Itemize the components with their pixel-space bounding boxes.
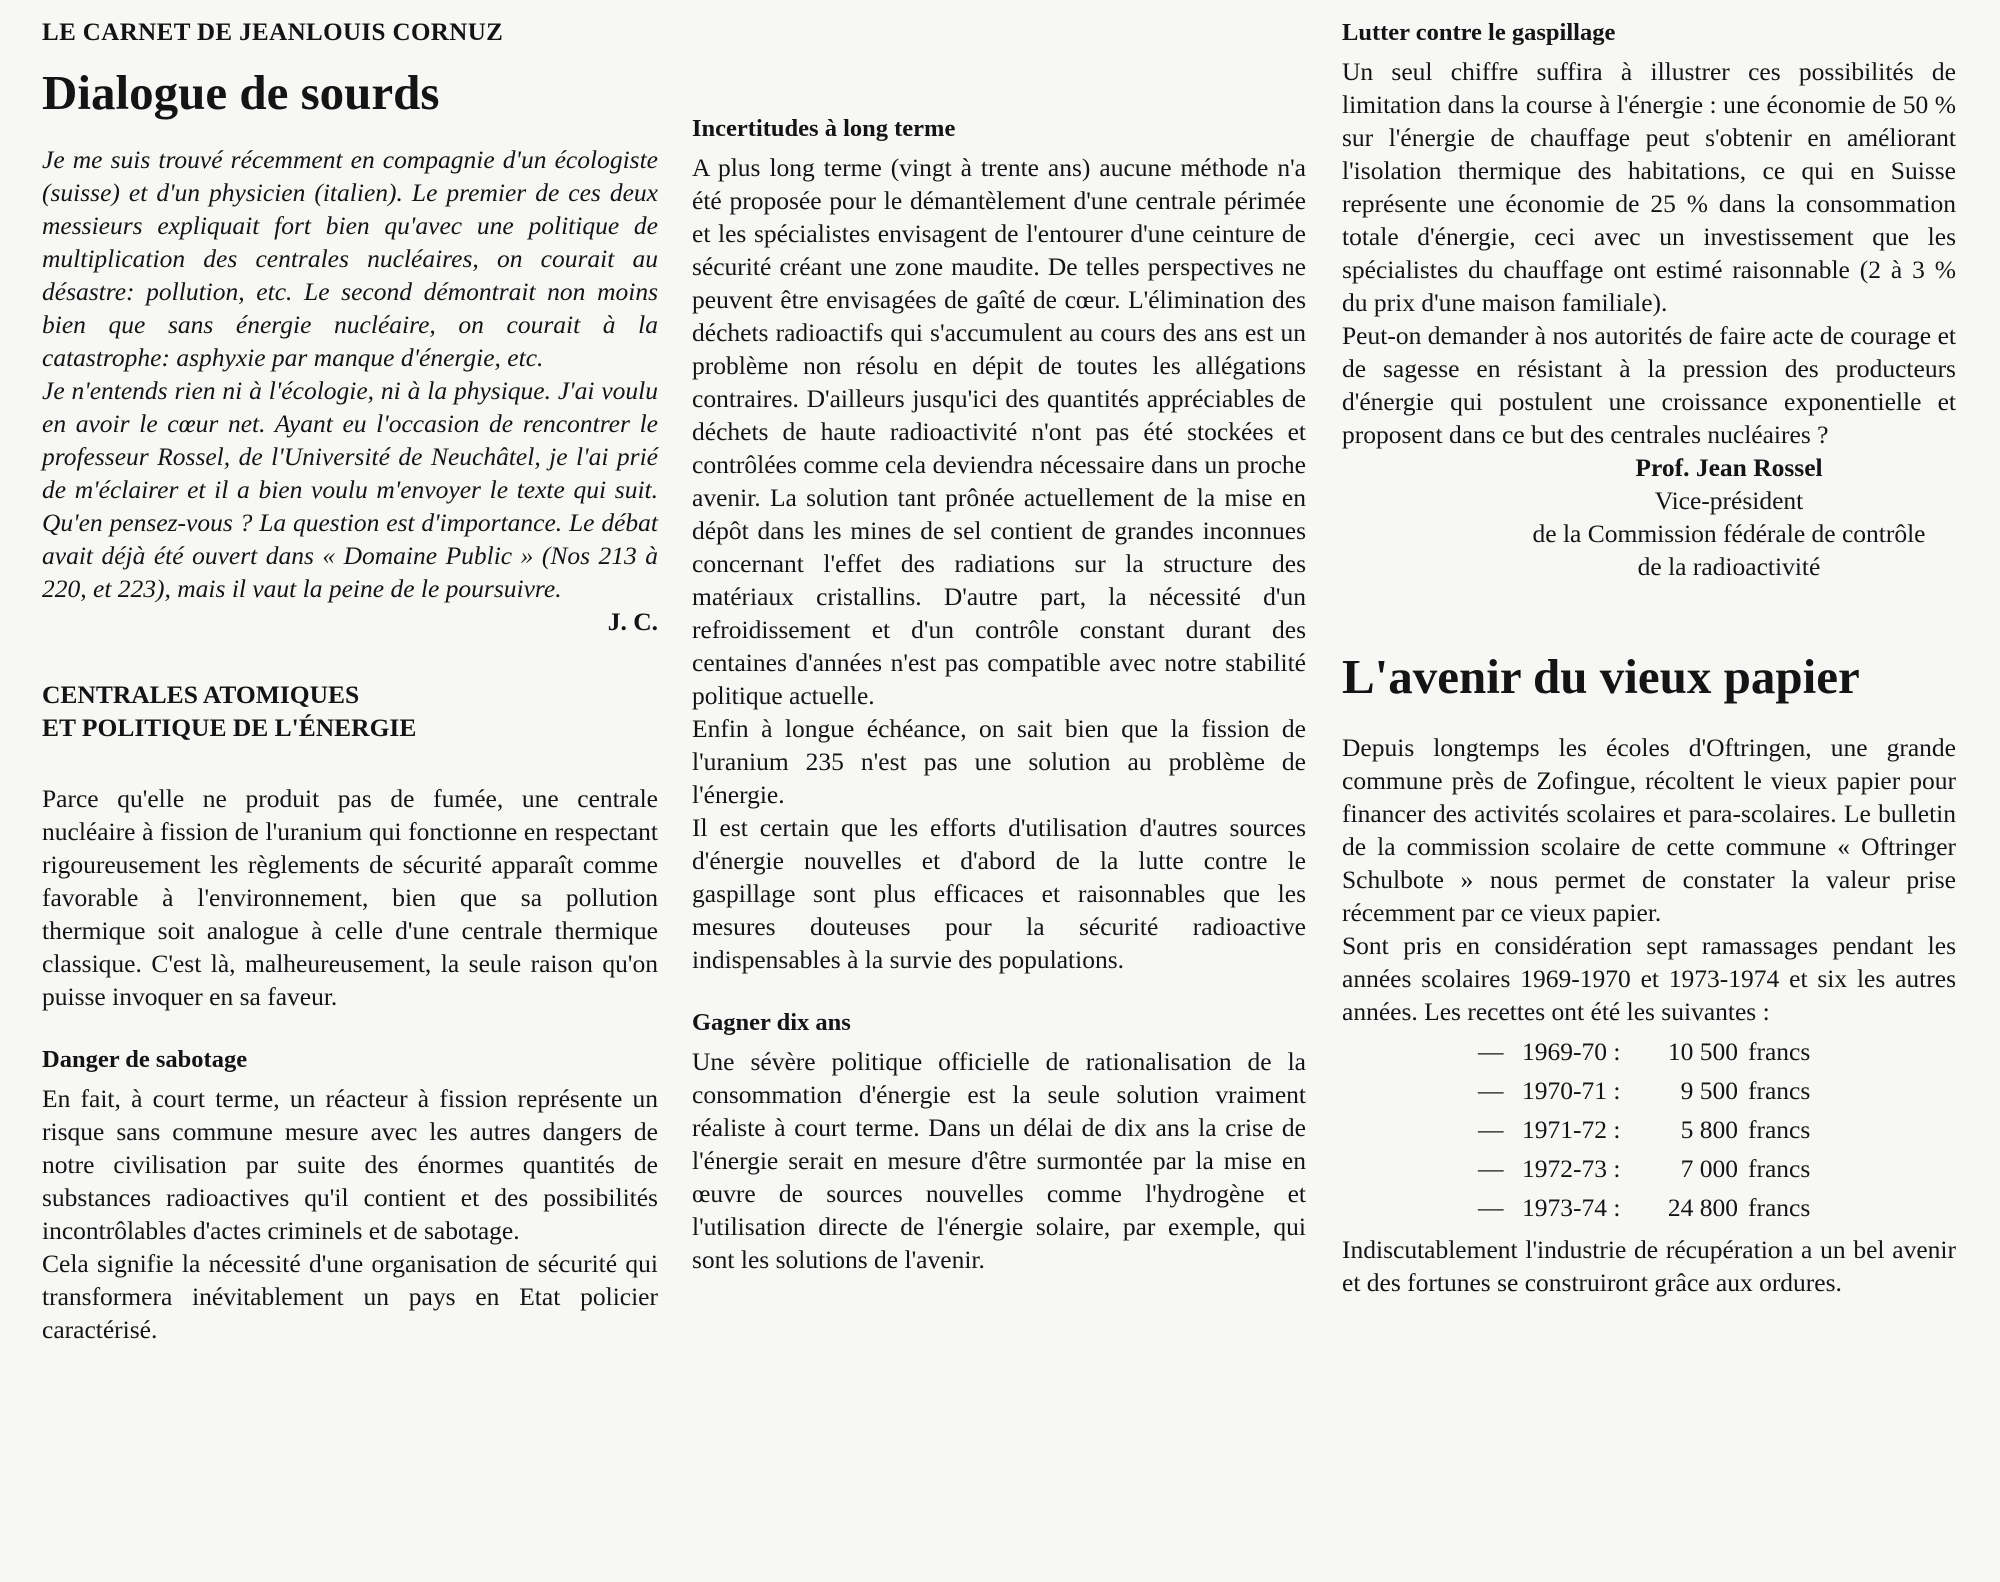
revenue-amount: 7 000 xyxy=(1680,1154,1738,1183)
section-heading: Danger de sabotage xyxy=(42,1046,248,1073)
author-name: Prof. Jean Rossel xyxy=(1635,453,1823,482)
body-paragraph: Enfin à longue échéance, on sait bien que la fission de l'uranium 235 n'est pas une solution au problème de l'énergie. xyxy=(692,714,1306,809)
revenue-row xyxy=(1478,1032,1956,1071)
article-heading-line: CENTRALES ATOMIQUES xyxy=(42,680,360,709)
revenue-amount: 10 500 xyxy=(1667,1037,1738,1066)
author-signature xyxy=(1502,451,1956,583)
article-title: Dialogue de sourds xyxy=(42,65,440,120)
revenue-year: 1972-73 : xyxy=(1522,1154,1621,1183)
section-heading: Incertitudes à long terme xyxy=(692,115,956,142)
revenue-year: 1969-70 : xyxy=(1522,1037,1621,1066)
revenue-unit: francs xyxy=(1748,1076,1811,1105)
author-title: de la Commission fédérale de contrôle xyxy=(1532,519,1926,548)
revenue-dash: — xyxy=(1478,1076,1504,1105)
author-title: Vice-président xyxy=(1654,486,1804,515)
section-heading: Lutter contre le gaspillage xyxy=(1342,19,1616,46)
column-right xyxy=(1342,16,1956,1299)
author-title: de la radioactivité xyxy=(1637,552,1821,581)
body-paragraph: Une sévère politique officielle de rationalisation de la consommation d'énergie est la seule solution vraiment réaliste à court terme. Dans un délai de dix ans la crise de l'énergie serait en mesure d'être surmontée par la mise en œuvre de sources nouvelles comme l'hydrogène et l'utilisation directe de l'énergie solaire, par exemple, qui sont les solutions de l'avenir. xyxy=(692,1047,1306,1274)
body-paragraph: Depuis longtemps les écoles d'Oftringen, une grande commune près de Zofingue, récoltent le vieux papier pour financer des activités scolaires et para-scolaires. Le bulletin de la commission scolaire de cette commune « Oftringer Schulbote » nous permet de constater la valeur prise récemment par ce vieux papier. xyxy=(1342,733,1956,927)
revenue-year: 1973-74 : xyxy=(1522,1193,1621,1222)
section-heading: Gagner dix ans xyxy=(692,1009,851,1036)
intro-paragraph: Je n'entends rien ni à l'écologie, ni à la physique. J'ai voulu en avoir le cœur net. Ayant eu l'occasion de rencontrer le professeur Rossel, de l'Université de Neuchâtel, je l'ai prié de m'éclairer et il a bien voulu m'envoyer le texte qui suit. Qu'en pensez-vous ? La question est d'importance. Le débat avait déjà été ouvert dans « Domaine Public » (Nos 213 à 220, et 223), mais il vaut la peine de le poursuivre. xyxy=(42,376,658,603)
intro-paragraph: Je me suis trouvé récemment en compagnie d'un écologiste (suisse) et d'un physicien (italien). Le premier de ces deux messieurs expliquait fort bien qu'avec une politique de multiplication des centrales nucléaires, on courait au désastre: pollution, etc. Le second démontrait non moins bien que sans énergie nucléaire, on courait à la catastrophe: asphyxie par manque d'énergie, etc. xyxy=(42,145,658,372)
revenue-row xyxy=(1478,1071,1956,1110)
revenue-amount: 24 800 xyxy=(1667,1193,1738,1222)
column-middle xyxy=(692,16,1306,1276)
article-heading-line: ET POLITIQUE DE L'ÉNERGIE xyxy=(42,713,417,742)
revenue-dash: — xyxy=(1478,1154,1504,1183)
revenue-unit: francs xyxy=(1748,1037,1811,1066)
body-paragraph: En fait, à court terme, un réacteur à fission représente un risque sans commune mesure avec les autres dangers de notre civilisation par suite des énormes quantités de substances radioactives qu'il contient et des possibilités incontrôlables d'actes criminels et de sabotage. xyxy=(42,1084,658,1245)
body-paragraph: Un seul chiffre suffira à illustrer ces possibilités de limitation dans la course à l'énergie : une économie de 50 % sur l'énergie de chauffage peut s'obtenir en améliorant l'isolation thermique des habitations, ce qui en Suisse représente une économie de 25 % dans la consommation totale d'énergie, ceci avec un investissement que les spécialistes du chauffage ont estimé raisonnable (2 à 3 % du prix d'une maison familiale). xyxy=(1342,57,1956,317)
intro-signature: J. C. xyxy=(607,607,658,636)
column-left xyxy=(42,16,658,1346)
column-header: LE CARNET DE JEANLOUIS CORNUZ xyxy=(42,19,504,46)
revenue-unit: francs xyxy=(1748,1115,1811,1144)
editorial-intro xyxy=(42,143,658,605)
revenue-year: 1970-71 : xyxy=(1522,1076,1621,1105)
body-paragraph: Sont pris en considération sept ramassages pendant les années scolaires 1969-1970 et 1973-1974 et six les autres années. Les recettes ont été les suivantes : xyxy=(1342,931,1956,1026)
revenue-amount: 9 500 xyxy=(1680,1076,1738,1105)
body-paragraph: Peut-on demander à nos autorités de faire acte de courage et de sagesse en résistant à la pression des producteurs d'énergie qui postulent une croissance exponentielle et proposent dans ce but des centrales nucléaires ? xyxy=(1342,321,1956,449)
revenue-dash: — xyxy=(1478,1193,1504,1222)
revenue-unit: francs xyxy=(1748,1193,1811,1222)
body-paragraph: A plus long terme (vingt à trente ans) aucune méthode n'a été proposée pour le démantèlement d'une centrale périmée et les spécialistes envisagent de l'entourer d'une ceinture de sécurité créant une zone maudite. De telles perspectives ne peuvent être envisagées de gaîté de cœur. L'élimination des déchets radioactifs qui s'accumulent au cours des ans est un problème non résolu en dépit de toutes les allégations contraires. D'ailleurs jusqu'ici des quantités appréciables de déchets de haute radioactivité n'ont pas été stockées et contrôlées comme cela deviendra nécessaire dans un proche avenir. La solution tant prônée actuellement de la mise en dépôt dans les mines de sel contient de grandes inconnues concernant l'effet des radiations sur la structure des matériaux cristallins. D'autre part, la nécessité d'un refroidissement et d'un contrôle constant durant des centaines d'années n'est pas compatible avec notre stabilité politique actuelle. xyxy=(692,153,1306,710)
article-heading xyxy=(42,678,658,744)
revenue-row xyxy=(1478,1188,1956,1227)
article-title-2: L'avenir du vieux papier xyxy=(1342,649,1860,704)
body-paragraph: Il est certain que les efforts d'utilisation d'autres sources d'énergie nouvelles et d'abord de la lutte contre le gaspillage sont plus efficaces et raisonnables que les mesures douteuses pour la sécurité radioactive indispensables à la survie des populations. xyxy=(692,813,1306,974)
revenue-row xyxy=(1478,1110,1956,1149)
revenue-amount: 5 800 xyxy=(1680,1115,1738,1144)
revenue-dash: — xyxy=(1478,1037,1504,1066)
revenue-row xyxy=(1478,1149,1956,1188)
body-paragraph: Indiscutablement l'industrie de récupération a un bel avenir et des fortunes se construiront grâce aux ordures. xyxy=(1342,1235,1956,1297)
revenue-year: 1971-72 : xyxy=(1522,1115,1621,1144)
body-paragraph: Cela signifie la nécessité d'une organisation de sécurité qui transformera inévitablement un pays en Etat policier caractérisé. xyxy=(42,1249,658,1344)
revenue-list xyxy=(1342,1032,1956,1227)
revenue-unit: francs xyxy=(1748,1154,1811,1183)
revenue-dash: — xyxy=(1478,1115,1504,1144)
lead-paragraph: Parce qu'elle ne produit pas de fumée, une centrale nucléaire à fission de l'uranium qui fonctionne en respectant rigoureusement les règlements de sécurité apparaît comme favorable à l'environnement, bien que sa pollution thermique soit analogue à celle d'une centrale thermique classique. C'est là, malheureusement, la seule raison qu'on puisse invoquer en sa faveur. xyxy=(42,784,658,1011)
